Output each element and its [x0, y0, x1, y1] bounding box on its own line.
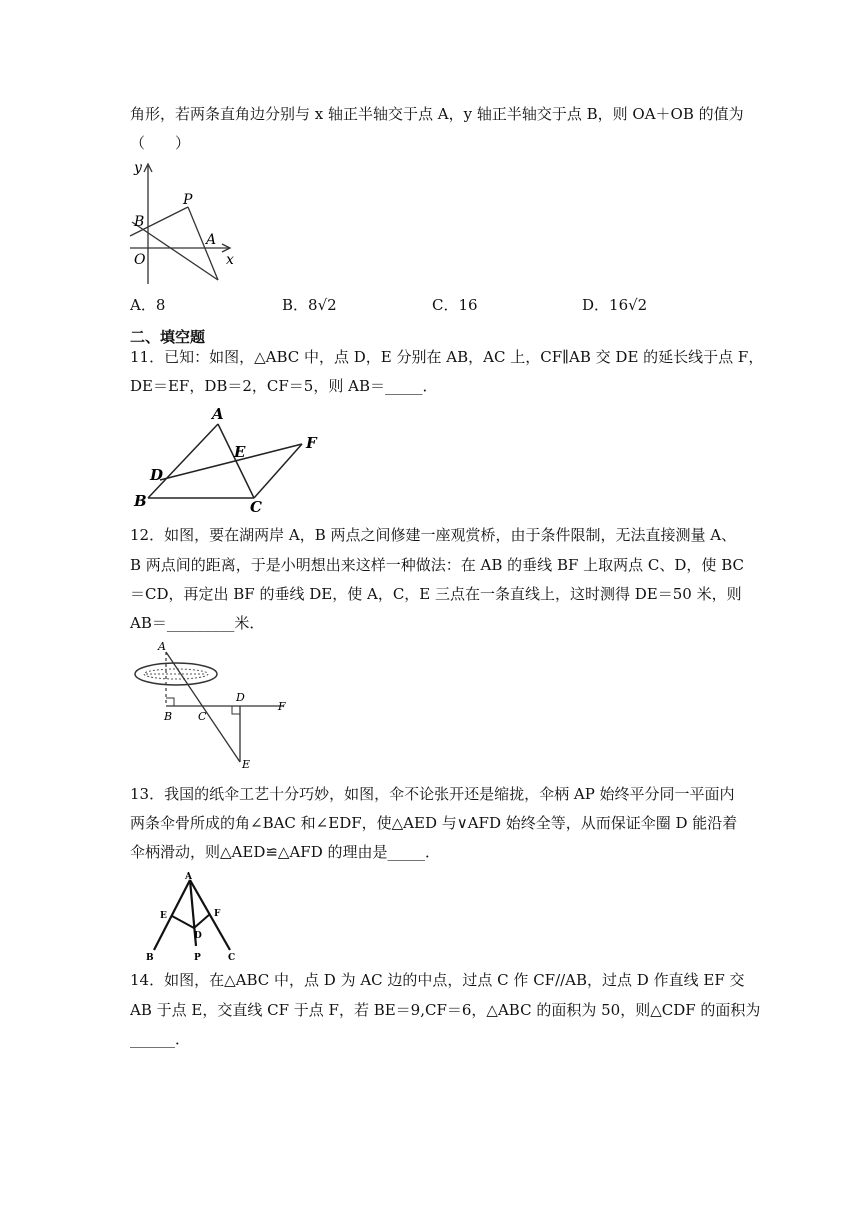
label-d: D	[236, 691, 245, 704]
side-ab	[148, 424, 218, 498]
q12-figure	[132, 640, 302, 770]
segment-b-bottom	[132, 222, 218, 280]
label-b: B	[134, 492, 147, 510]
label-f: F	[214, 909, 221, 919]
line-ae	[166, 652, 240, 762]
q10-option-c: C．16	[432, 296, 478, 314]
label-c: C	[198, 710, 207, 723]
q12-text-line1: 12．如图，要在湖两岸 A，B 两点之间修建一座观赏桥，由于条件限制，无法直接测量 A、	[130, 526, 737, 544]
q14-text-line2: AB 于点 E，交直线 CF 于点 F，若 BE＝9,CF＝6，△ABC 的面积为 50，则△CDF 的面积为	[130, 1001, 761, 1019]
right-angle-b	[166, 698, 174, 706]
rib-ed	[172, 916, 194, 928]
label-o: O	[134, 252, 146, 268]
label-e: E	[160, 911, 167, 921]
segment-cf	[254, 444, 302, 498]
q12-text-line2: B 两点间的距离，于是小明想出来这样一种做法：在 AB 的垂线 BF 上取两点 C、D，使 BC	[130, 556, 744, 574]
label-e: E	[242, 758, 251, 770]
q10-option-a: A．8	[130, 296, 166, 314]
q12-text-line3: ＝CD，再定出 BF 的垂线 DE，使 A，C，E 三点在一条直线上，这时测得 DE＝50 米，则	[130, 585, 742, 603]
q13-text-line2: 两条伞骨所成的角∠BAC 和∠EDF，使△AED 与∨AFD 始终全等，从而保证伞圈 D 能沿着	[130, 814, 738, 832]
q11-text-line2: DE＝EF，DB＝2，CF＝5，则 AB＝_____．	[130, 377, 438, 395]
q14-text-line1: 14．如图，在△ABC 中，点 D 为 AC 边的中点，过点 C 作 CF//AB，过点 D 作直线 EF 交	[130, 971, 745, 989]
q13-text-line1: 13．我国的纸伞工艺十分巧妙，如图，伞不论张开还是缩拢，伞柄 AP 始终平分同一平面内	[130, 785, 735, 803]
section-heading: 二、填空题	[130, 328, 206, 346]
q10-text-line2: （ ）	[130, 134, 191, 152]
q10-text-line1: 角形，若两条直角边分别与 x 轴正半轴交于点 A，y 轴正半轴交于点 B，则 OA＋OB 的值为	[130, 105, 744, 123]
label-a: A	[206, 232, 217, 248]
q11-figure	[130, 402, 330, 512]
label-d: D	[194, 931, 202, 941]
label-c: C	[250, 498, 262, 512]
label-p: P	[194, 953, 201, 963]
label-p: P	[183, 192, 193, 208]
q10-figure	[126, 156, 238, 288]
label-f: F	[278, 700, 286, 713]
q14-text-line3: ______．	[130, 1030, 191, 1048]
label-x: x	[226, 252, 234, 268]
label-b: B	[164, 710, 173, 723]
q10-option-d: D．16√2	[582, 296, 648, 314]
label-f: F	[306, 434, 317, 452]
label-c: C	[228, 953, 236, 963]
rib-fd	[194, 914, 210, 928]
label-b: B	[146, 953, 154, 963]
q10-option-b: B．8√2	[282, 296, 337, 314]
label-b: B	[134, 214, 145, 230]
right-angle-d	[232, 706, 240, 714]
q12-text-line4: AB＝_________米．	[130, 614, 265, 632]
label-d: D	[150, 466, 164, 484]
label-a: A	[185, 872, 192, 882]
label-y: y	[134, 160, 142, 176]
label-a: A	[212, 405, 224, 423]
q13-text-line3: 伞柄滑动，则△AED≌△AFD 的理由是_____．	[130, 843, 440, 861]
q11-text-line1: 11．已知：如图，△ABC 中，点 D，E 分别在 AB，AC 上，CF∥AB 交 DE 的延长线于点 F，	[130, 348, 764, 366]
label-a: A	[158, 640, 166, 653]
q13-figure	[140, 868, 250, 964]
label-e: E	[234, 443, 246, 461]
